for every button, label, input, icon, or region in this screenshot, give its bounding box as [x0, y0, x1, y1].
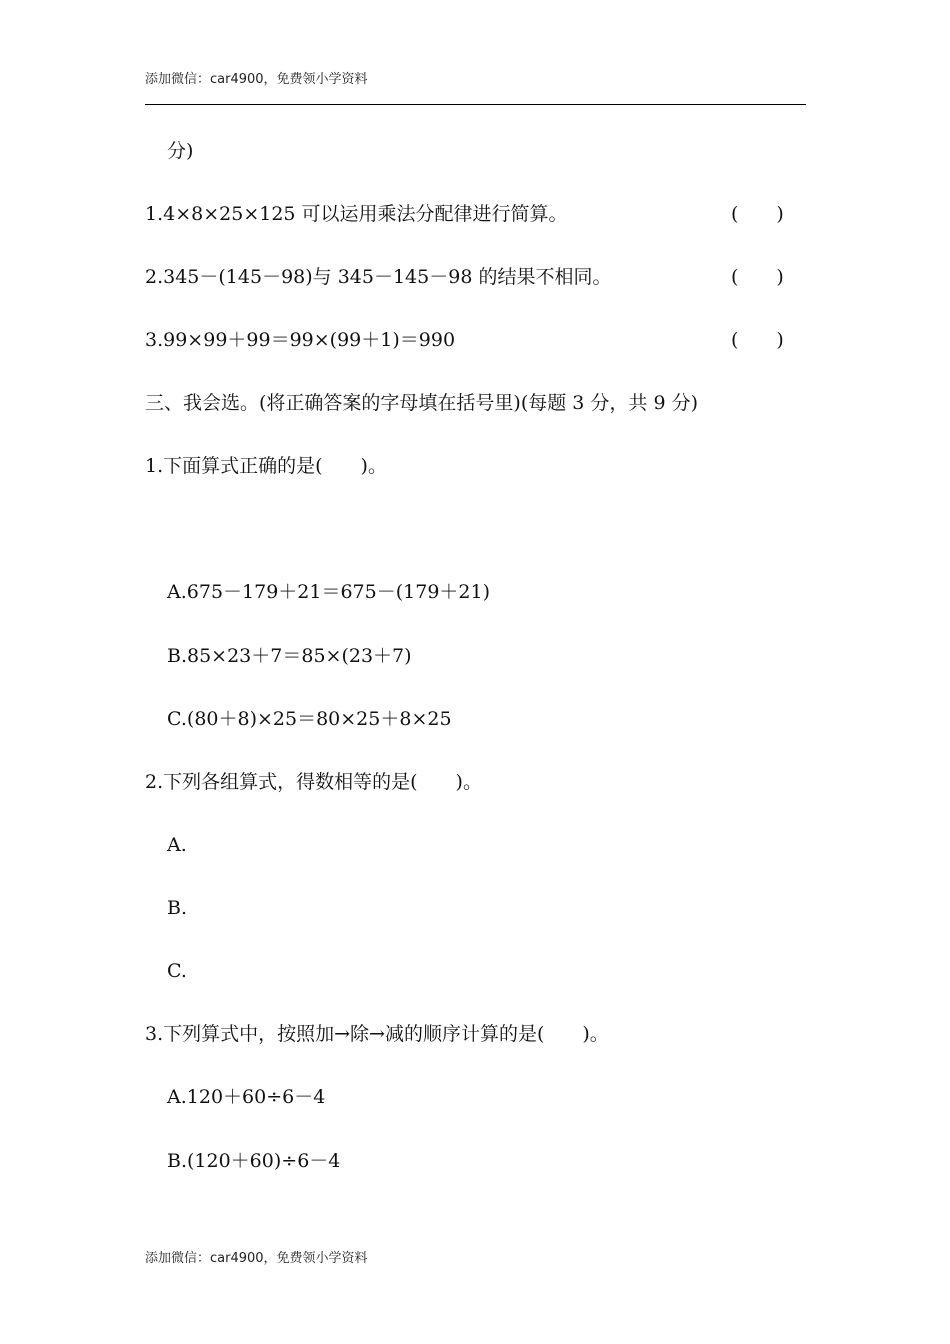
- question-2-option-c: C.: [167, 960, 187, 982]
- section3-heading: 三、我会选。(将正确答案的字母填在括号里)(每题 3 分，共 9 分): [145, 392, 698, 414]
- question-3-stem: 3.下列算式中，按照加→除→减的顺序计算的是( )。: [145, 1023, 609, 1045]
- question-1-stem: 1.下面算式正确的是( )。: [145, 455, 387, 477]
- judge-item-3: 3.99×99＋99＝99×(99＋1)＝990: [145, 329, 456, 351]
- question-2-stem: 2.下列各组算式，得数相等的是( )。: [145, 771, 482, 793]
- question-2-option-a: A.: [167, 834, 187, 856]
- question-2-option-b: B.: [167, 897, 188, 919]
- answer-blank-3: ( ): [731, 329, 784, 351]
- question-1-option-b: B.85×23＋7＝85×(23＋7): [167, 645, 412, 667]
- question-3-option-a: A.120＋60÷6－4: [167, 1086, 326, 1108]
- judge-item-2: 2.345－(145－98)与 345－145－98 的结果不相同。: [145, 266, 612, 288]
- section2-continuation: 分): [167, 140, 194, 162]
- judge-item-1: 1.4×8×25×125 可以运用乘法分配律进行简算。: [145, 203, 568, 225]
- question-3-option-b: B.(120＋60)÷6－4: [167, 1150, 341, 1172]
- answer-blank-2: ( ): [731, 266, 784, 288]
- question-1-option-c: C.(80＋8)×25＝80×25＋8×25: [167, 708, 452, 730]
- header-rule: [145, 104, 806, 105]
- answer-blank-1: ( ): [731, 203, 784, 225]
- page-footer: 添加微信：car4900，免费领小学资料: [145, 1251, 368, 1266]
- question-1-option-a: A.675－179＋21＝675－(179＋21): [167, 581, 491, 603]
- page-header: 添加微信：car4900，免费领小学资料: [145, 72, 368, 87]
